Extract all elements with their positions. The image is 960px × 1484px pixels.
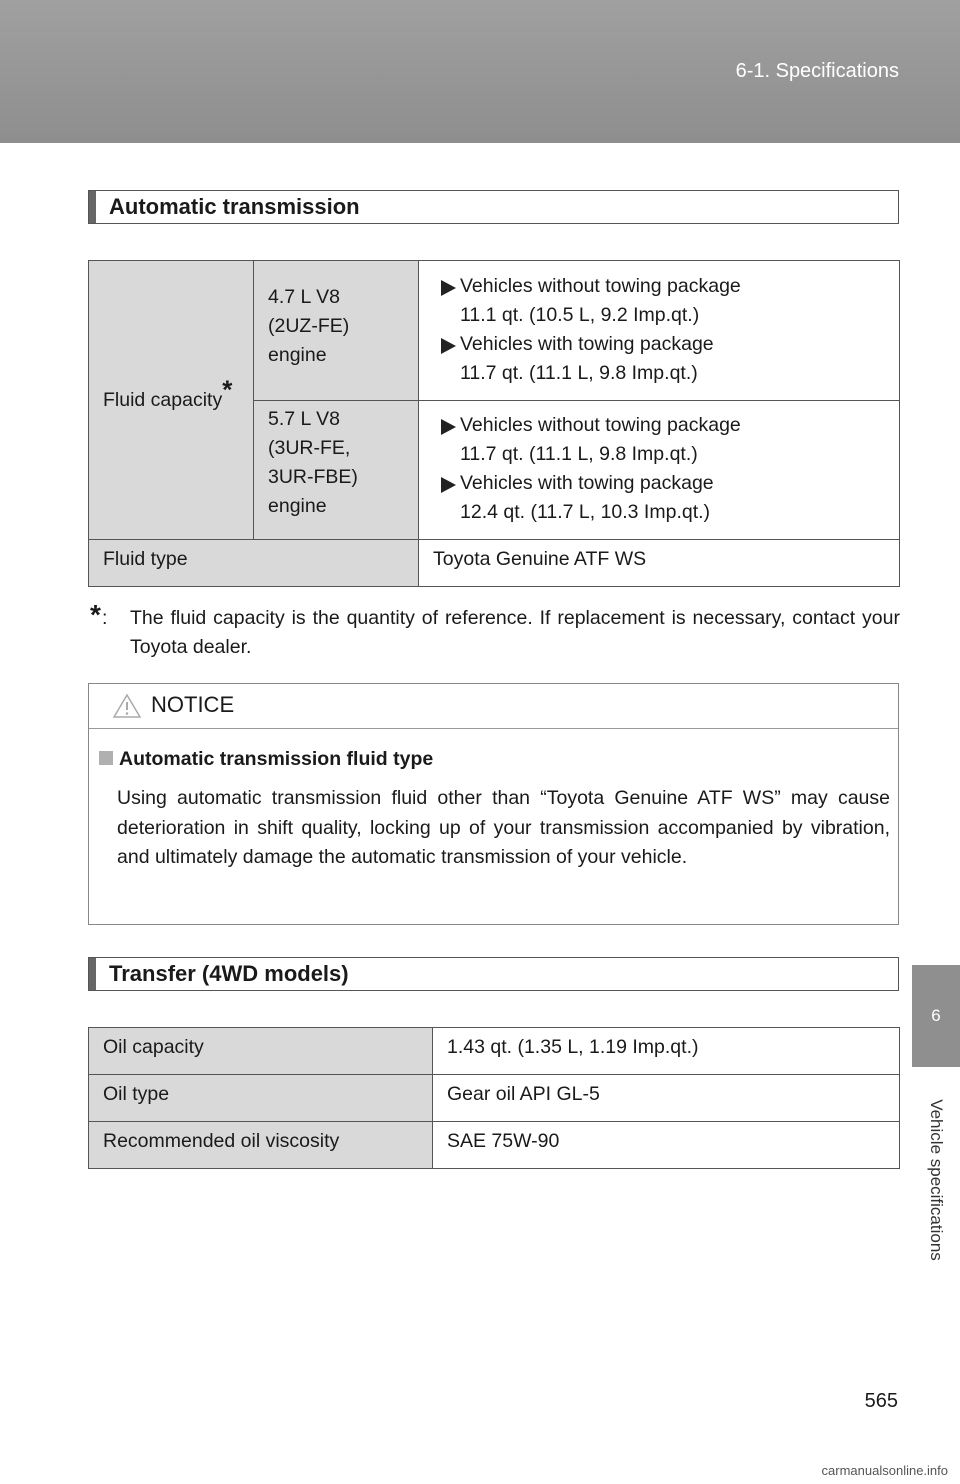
spec-value: 11.7 qt. (11.1 L, 9.8 Imp.qt.) [460, 362, 698, 384]
engine2-line: engine [268, 495, 327, 517]
spec-item [433, 469, 885, 527]
auto-trans-heading [88, 190, 899, 224]
row-label: Oil type [103, 1083, 170, 1105]
fluid-type-label-cell [89, 540, 419, 587]
triangle-bullet-icon [441, 419, 456, 435]
spec-label: Vehicles with towing package [460, 472, 714, 494]
spec-label: Vehicles with towing package [460, 333, 714, 355]
fluid-type-label: Fluid type [103, 548, 188, 570]
transfer-heading [88, 957, 899, 991]
asterisk-mark: * [222, 374, 233, 404]
engine2-line: 3UR-FBE) [268, 466, 358, 488]
engine1-line: engine [268, 344, 327, 366]
row-value: 1.43 qt. (1.35 L, 1.19 Imp.qt.) [447, 1036, 699, 1058]
triangle-bullet-icon [441, 280, 456, 296]
spec-item [433, 272, 885, 330]
spec-value: 12.4 qt. (11.7 L, 10.3 Imp.qt.) [460, 501, 711, 523]
warning-triangle-icon [113, 694, 141, 718]
transfer-table [88, 1027, 900, 1169]
auto-trans-title: Automatic transmission [109, 194, 360, 219]
engine2-line: (3UR-FE, [268, 437, 351, 459]
engine1-line: 4.7 L V8 [268, 286, 340, 308]
triangle-bullet-icon [441, 338, 456, 354]
page-number: 565 [864, 1390, 898, 1412]
auto-trans-table [88, 260, 900, 587]
footnote-colon: : [102, 607, 108, 629]
section-title: 6-1. Specifications [735, 60, 899, 82]
fluid-capacity-label-cell [89, 261, 254, 540]
spec-value: 11.7 qt. (11.1 L, 9.8 Imp.qt.) [460, 443, 698, 465]
triangle-bullet-icon [441, 477, 456, 493]
fluid-type-value: Toyota Genuine ATF WS [433, 548, 647, 570]
chapter-tab-label: Vehicle specifications [927, 1099, 946, 1261]
table-row [89, 1075, 900, 1122]
fluid-label-text: Fluid capacity [103, 388, 223, 411]
page-header [0, 0, 960, 143]
chapter-tab-number[interactable]: 6 [912, 965, 960, 1067]
engine1-cell [254, 261, 419, 401]
spec-item [433, 330, 885, 388]
watermark[interactable]: carmanualsonline.info [821, 1463, 948, 1478]
spec-label: Vehicles without towing package [460, 275, 741, 297]
notice-subheading-text: Automatic transmission fluid type [119, 748, 434, 770]
fluid-type-value-cell [419, 540, 900, 587]
footnote-asterisk: * [90, 599, 101, 630]
table-row [89, 1028, 900, 1075]
footnote [90, 599, 900, 662]
engine2-specs-cell [419, 401, 900, 540]
row-label: Recommended oil viscosity [103, 1130, 340, 1152]
spec-label: Vehicles without towing package [460, 414, 741, 436]
notice-subheading [99, 748, 433, 771]
spec-item [433, 411, 885, 469]
notice-header [89, 684, 898, 729]
notice-text: Using automatic transmission fluid other than “Toyota Genuine ATF WS” may cause deterioration in shift quality, locking up of your transmission accompanied by vibration, and ultimately damage the automatic transmission of your vehicle. [117, 787, 890, 868]
spec-value: 11.1 qt. (10.5 L, 9.2 Imp.qt.) [460, 304, 700, 326]
row-label: Oil capacity [103, 1036, 204, 1058]
notice-heading: NOTICE [151, 692, 235, 717]
row-value: SAE 75W-90 [447, 1130, 560, 1152]
square-bullet-icon [99, 751, 113, 765]
heading-bar [89, 958, 96, 990]
engine2-line: 5.7 L V8 [268, 408, 340, 430]
footnote-text: The fluid capacity is the quantity of reference. If replacement is necessary, contact your Toyota dealer. [130, 607, 900, 658]
heading-bar [89, 191, 96, 223]
engine1-line: (2UZ-FE) [268, 315, 350, 337]
engine2-cell [254, 401, 419, 540]
transfer-title: Transfer (4WD models) [109, 961, 349, 986]
row-value: Gear oil API GL-5 [447, 1083, 600, 1105]
table-row [89, 1122, 900, 1169]
engine1-specs-cell [419, 261, 900, 401]
notice-box [88, 683, 899, 925]
